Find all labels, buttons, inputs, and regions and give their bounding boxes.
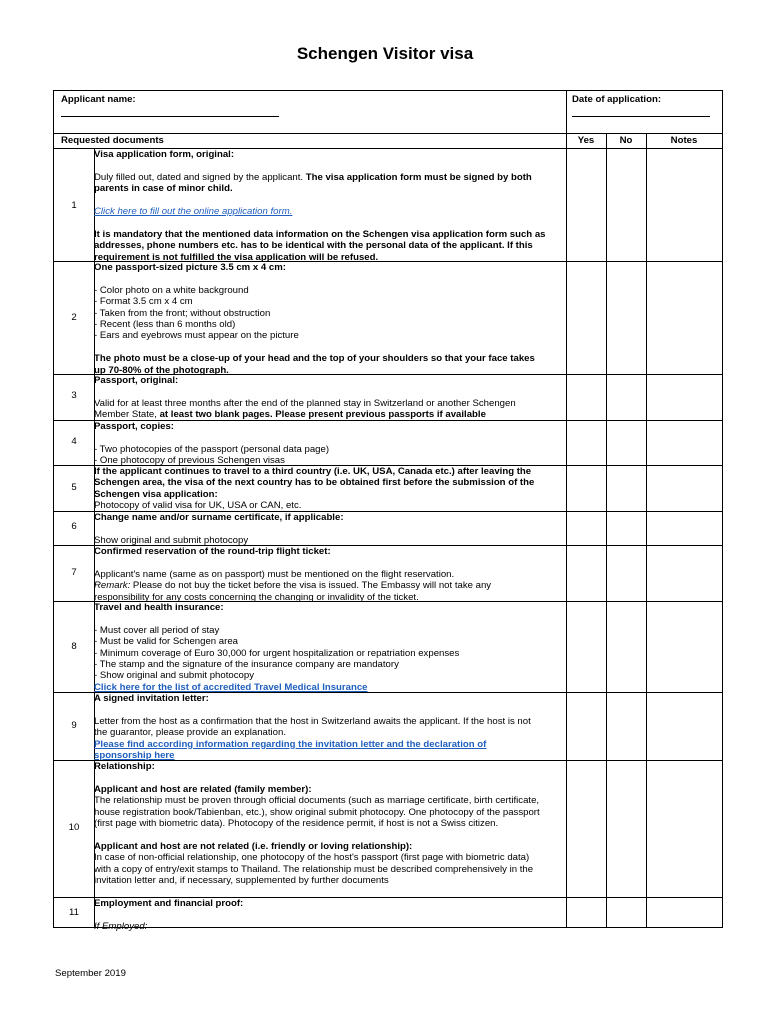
list-item: - Color photo on a white background	[94, 284, 249, 296]
row-7-content	[94, 546, 546, 603]
date-of-application-field[interactable]	[572, 116, 710, 117]
no-column-header: No	[619, 135, 633, 146]
row-text: The photo must be a close-up of your head and the top of your shoulders so that your face takes up 70-80% of the photograph.	[94, 353, 535, 376]
row-text: Valid for at least three months after the end of the planned stay in Switzerland or another Schengen Member State, at least two blank pages. Please present previous passports if available	[94, 397, 516, 421]
list-item: - Minimum coverage of Euro 30,000 for urgent hospitalization or repatriation expenses	[94, 647, 460, 659]
row-number: 7	[71, 567, 77, 578]
travel-insurance-link[interactable]: Click here for the list of accredited Travel Medical Insurance	[94, 681, 368, 693]
row-text: Duly filled out, dated and signed by the applicant. The visa application form must be signed by both parents in case of minor child.	[94, 171, 532, 195]
row-number: 1	[71, 200, 77, 211]
invitation-letter-link[interactable]: Please find according information regarding the invitation letter and the declaration of sponsorship here	[94, 738, 487, 762]
row-number: 3	[71, 390, 77, 401]
list-item: - Format 3.5 cm x 4 cm	[94, 296, 193, 308]
row-heading: Employment and financial proof:	[94, 898, 244, 909]
date-of-application-label: Date of application:	[572, 94, 662, 105]
row-heading: Confirmed reservation of the round-trip flight ticket:	[94, 546, 331, 557]
documents-table	[53, 90, 723, 932]
list-item: - Ears and eyebrows must appear on the picture	[94, 330, 299, 342]
list-item: - Taken from the front; without obstruction	[94, 307, 271, 319]
notes-column-header: Notes	[670, 135, 698, 146]
row-subheading: Applicant and host are related (family member):	[94, 783, 312, 795]
row-2-content	[94, 262, 546, 376]
row-10-content	[94, 761, 546, 886]
row-heading: Change name and/or surname certificate, if applicable:	[94, 512, 344, 523]
row-number: 6	[71, 521, 77, 532]
row-heading: Passport, original:	[94, 375, 179, 386]
row-heading: Relationship:	[94, 761, 155, 772]
list-item: - Two photocopies of the passport (personal data page)	[94, 443, 330, 455]
row-number: 5	[71, 482, 77, 493]
list-item: - Recent (less than 6 months old)	[94, 319, 236, 331]
row-heading: One passport-sized picture 3.5 cm x 4 cm:	[94, 262, 286, 273]
row-11-content	[94, 898, 546, 932]
applicant-name-field[interactable]	[61, 116, 279, 117]
row-text: Remark: Please do not buy the ticket before the visa is issued. The Embassy will not take any responsibility for any costs concerning the changing or invalidity of the ticket.	[94, 580, 492, 603]
row-text: In case of non-official relationship, one photocopy of the host's passport (first page with biometric data) with a copy of entry/exit stamps to Thailand. The relationship must be described comprehensively in the invitation letter and, if necessary, supplemented by further documents	[94, 852, 534, 887]
list-item: - Must cover all period of stay	[94, 624, 220, 636]
row-number: 8	[71, 641, 77, 652]
row-heading: Visa application form, original:	[94, 149, 235, 160]
online-application-link[interactable]: Click here to fill out the online application form.	[94, 206, 293, 217]
page-title: Schengen Visitor visa	[296, 44, 474, 63]
row-number: 2	[71, 312, 77, 323]
row-heading: Passport, copies:	[94, 421, 174, 432]
row-number: 10	[68, 822, 80, 833]
row-4-content	[94, 421, 546, 467]
footer-date: September 2019	[55, 968, 126, 979]
row-text: Letter from the host as a confirmation that the host in Switzerland awaits the applicant. If the host is not the guarantor, please provide an explanation.	[94, 715, 531, 739]
row-number: 4	[71, 436, 77, 447]
row-heading: A signed invitation letter:	[94, 693, 209, 704]
row-8-content	[94, 602, 546, 693]
yes-column-header: Yes	[577, 135, 595, 146]
row-6-content	[94, 512, 546, 546]
row-number: 11	[69, 907, 79, 918]
requested-documents-header: Requested documents	[61, 135, 164, 146]
row-text: The relationship must be proven through official documents (such as marriage certificate, birth certificate, house registration book/Tabienban, etc.), show original submit photocopy. One photocopy of the passport (first page with biometric data). Photocopy of the residence permit, if host is not a Swiss citizen.	[94, 795, 540, 830]
applicant-name-label: Applicant name:	[61, 94, 136, 105]
row-text: Show original and submit photocopy	[94, 534, 249, 546]
row-heading: Travel and health insurance:	[94, 602, 224, 613]
row-subheading: Applicant and host are not related (i.e. friendly or loving relationship):	[94, 840, 413, 852]
row-heading: If the applicant continues to travel to a third country (i.e. UK, USA, Canada etc.) after leaving the Schengen area, the visa of the next country has to be obtained first before the submission of the Schengen visa application:	[94, 466, 535, 500]
row-3-content	[94, 375, 546, 421]
list-item: - Show original and submit photocopy	[94, 670, 254, 682]
row-text: Applicant's name (same as on passport) must be mentioned on the flight reservation.	[94, 568, 455, 580]
row-1-content	[94, 149, 546, 263]
row-5-content	[94, 466, 546, 512]
row-text: It is mandatory that the mentioned data information on the Schengen visa application form such as addresses, phone numbers etc. has to be identical with the personal data of the applicant. If this requirement is not fulfilled the visa application will be refused.	[94, 228, 546, 263]
list-item: - One photocopy of previous Schengen visas	[94, 455, 285, 467]
list-item: - The stamp and the signature of the insurance company are mandatory	[94, 659, 399, 671]
row-number: 9	[71, 720, 77, 731]
row-text: If Employed:	[94, 920, 148, 932]
row-text: Photocopy of valid visa for UK, USA or CAN, etc.	[94, 500, 302, 512]
list-item: - Must be valid for Schengen area	[94, 636, 238, 648]
row-9-content	[94, 693, 546, 761]
